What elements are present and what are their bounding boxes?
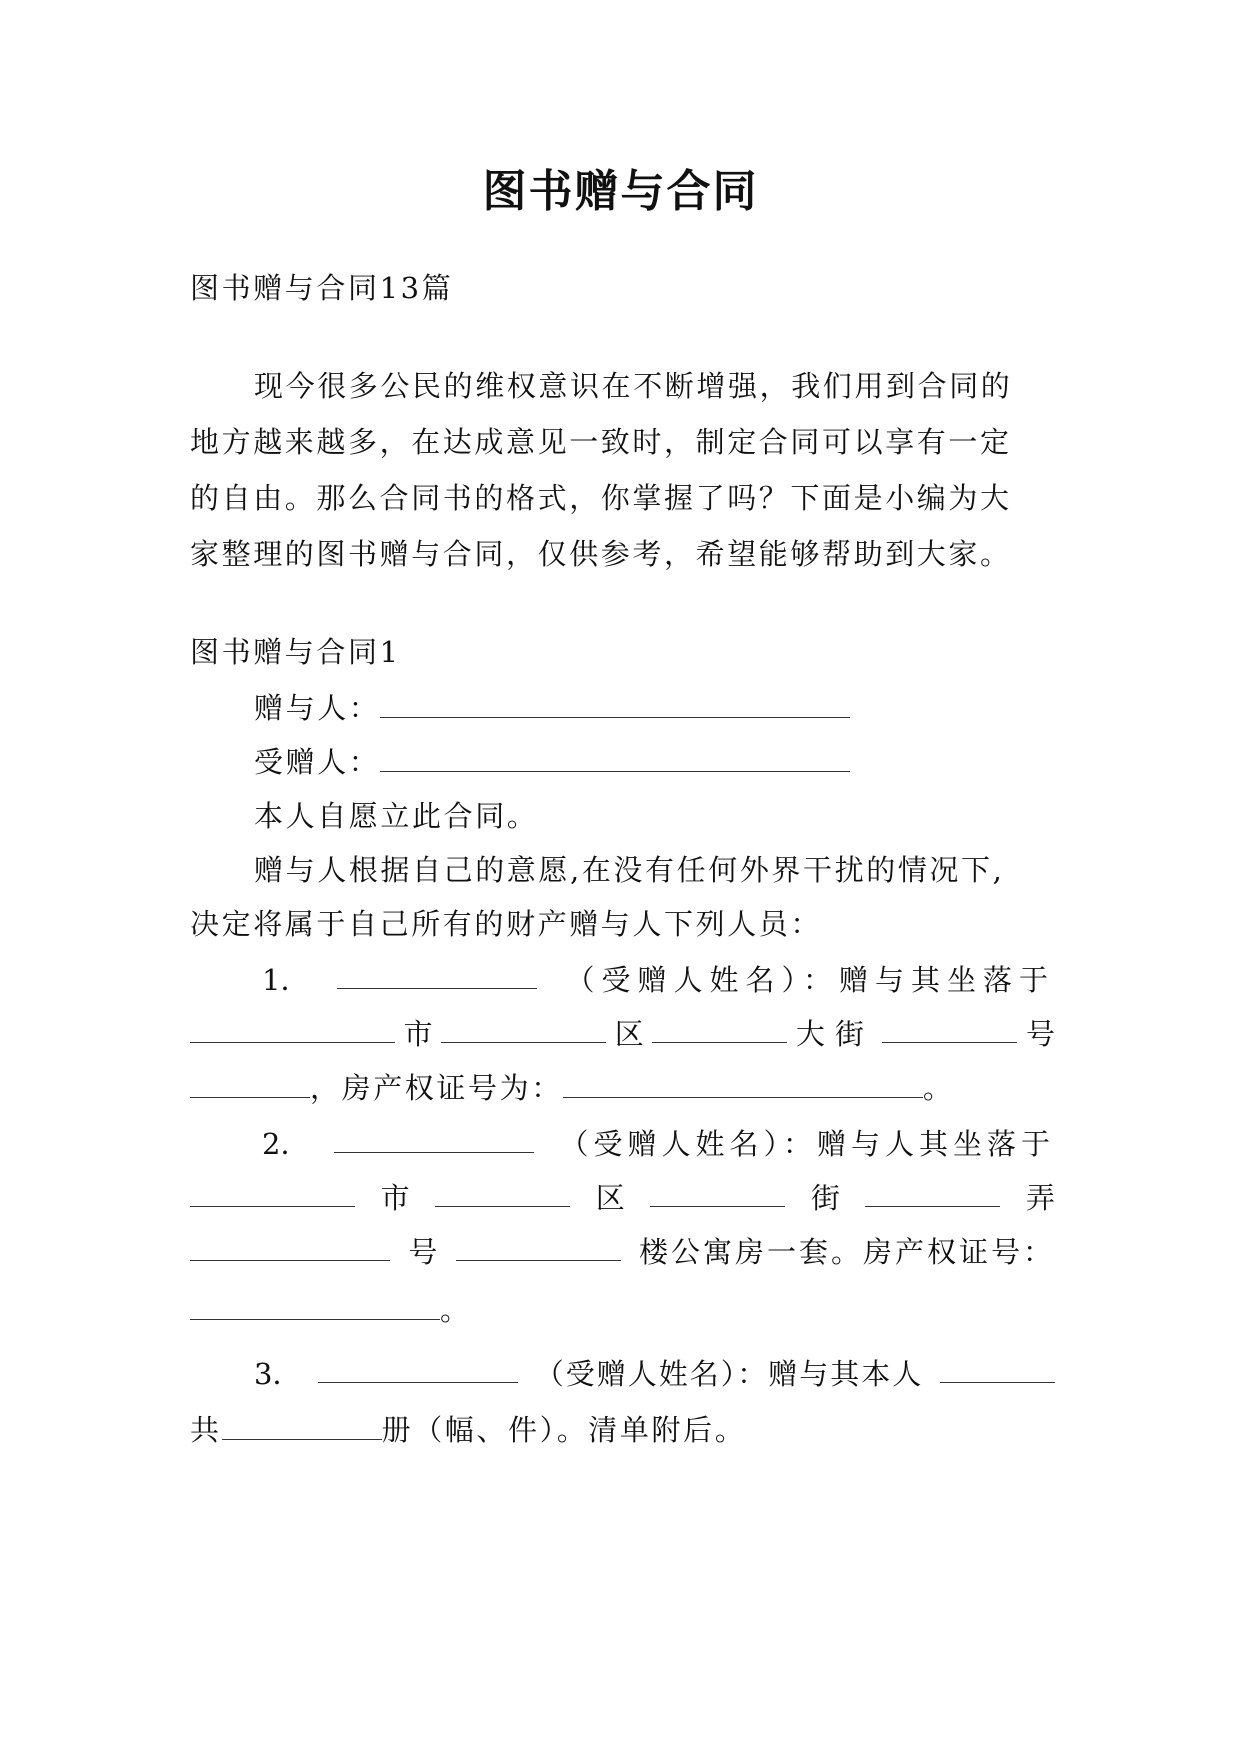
item1-end: 。 xyxy=(922,1071,955,1105)
intro-line-4: 家整理的图书赠与合同，仅供参考，希望能够帮助到大家。 xyxy=(190,537,1012,571)
donor-label: 赠与人： xyxy=(254,691,381,725)
contract-heading: 图书赠与合同1 xyxy=(190,635,401,669)
item1-avenue-label: 大街 xyxy=(795,1017,874,1051)
item3-total-label: 共 xyxy=(190,1413,222,1447)
item2-line-1 xyxy=(262,1124,1055,1164)
intro-line-2: 地方越来越多，在达成意见一致时，制定合同可以享有一定 xyxy=(190,425,1012,459)
item1-line-1 xyxy=(262,960,1055,1000)
item1-extra-blank xyxy=(190,1069,310,1098)
intro-line-1: 现今很多公民的维权意识在不断增强，我们用到合同的 xyxy=(254,369,1013,403)
item2-cert-blank xyxy=(190,1291,440,1320)
item1-number-blank xyxy=(882,1014,1017,1043)
item1-cert-blank xyxy=(563,1069,923,1098)
item1-number-label: 号 xyxy=(1025,1017,1055,1051)
item1-name-blank xyxy=(337,960,537,989)
item1-avenue-blank xyxy=(652,1014,787,1043)
item2-city-blank xyxy=(190,1178,355,1207)
donee-label: 受赠人： xyxy=(254,745,381,779)
item2-building-blank xyxy=(456,1232,621,1261)
item3-line-1 xyxy=(254,1354,1055,1394)
item3-name-blank xyxy=(318,1354,518,1383)
item2-street-blank xyxy=(650,1178,785,1207)
item3-item-blank xyxy=(940,1354,1055,1383)
item2-lane-blank xyxy=(865,1178,1000,1207)
item3-count-blank xyxy=(222,1411,382,1440)
item3-name-note: （受赠人姓名）：赠与其本人 xyxy=(534,1357,924,1391)
item1-number: 1． xyxy=(262,963,310,997)
item2-street-label: 街 xyxy=(810,1181,840,1215)
item2-line-2 xyxy=(190,1178,1055,1218)
donor-blank xyxy=(380,689,850,718)
item1-city-label: 市 xyxy=(403,1017,433,1051)
item3-number: 3． xyxy=(254,1357,302,1391)
voluntary-statement: 本人自愿立此合同。 xyxy=(254,799,539,833)
item2-district-label: 区 xyxy=(595,1181,625,1215)
item2-number: 2． xyxy=(262,1127,310,1161)
item2-city-label: 市 xyxy=(380,1181,410,1215)
donee-blank xyxy=(380,743,850,772)
document-title: 图书赠与合同 xyxy=(482,166,759,217)
item2-line-4 xyxy=(190,1290,1055,1330)
item1-cert-label: ，房产权证号为： xyxy=(310,1071,563,1105)
item2-name-blank xyxy=(334,1124,534,1153)
item1-line-3 xyxy=(190,1068,1055,1108)
item2-end: 。 xyxy=(440,1293,472,1327)
item2-lane-label: 弄 xyxy=(1025,1181,1055,1215)
item1-name-note: （受赠人姓名）：赠与其坐落于 xyxy=(565,963,1055,997)
item2-number-blank xyxy=(190,1232,390,1261)
item2-district-blank xyxy=(435,1178,570,1207)
item1-district-blank xyxy=(441,1014,606,1043)
item1-line-2 xyxy=(190,1014,1055,1054)
intro-line-3: 的自由。那么合同书的格式，你掌握了吗？下面是小编为大 xyxy=(190,481,1012,515)
item3-line-2 xyxy=(190,1410,1055,1450)
item3-volumes-label: 册（幅、件）。清单附后。 xyxy=(381,1413,747,1447)
donee-line xyxy=(254,742,1055,782)
item2-building-label: 楼公寓房一套。房产权证号： xyxy=(638,1235,1055,1269)
item1-city-blank xyxy=(190,1014,395,1043)
item1-district-label: 区 xyxy=(614,1017,644,1051)
decision-line-1: 赠与人根据自己的意愿,在没有任何外界干扰的情况下, xyxy=(254,853,1005,887)
item2-number-label: 号 xyxy=(408,1235,438,1269)
item2-line-3 xyxy=(190,1232,1055,1272)
donor-line xyxy=(254,688,1055,728)
item2-name-note: （受赠人姓名）：赠与人其坐落于 xyxy=(559,1127,1055,1161)
document-subtitle: 图书赠与合同13篇 xyxy=(190,271,454,305)
decision-line-2: 决定将属于自己所有的财产赠与人下列人员： xyxy=(190,907,823,941)
